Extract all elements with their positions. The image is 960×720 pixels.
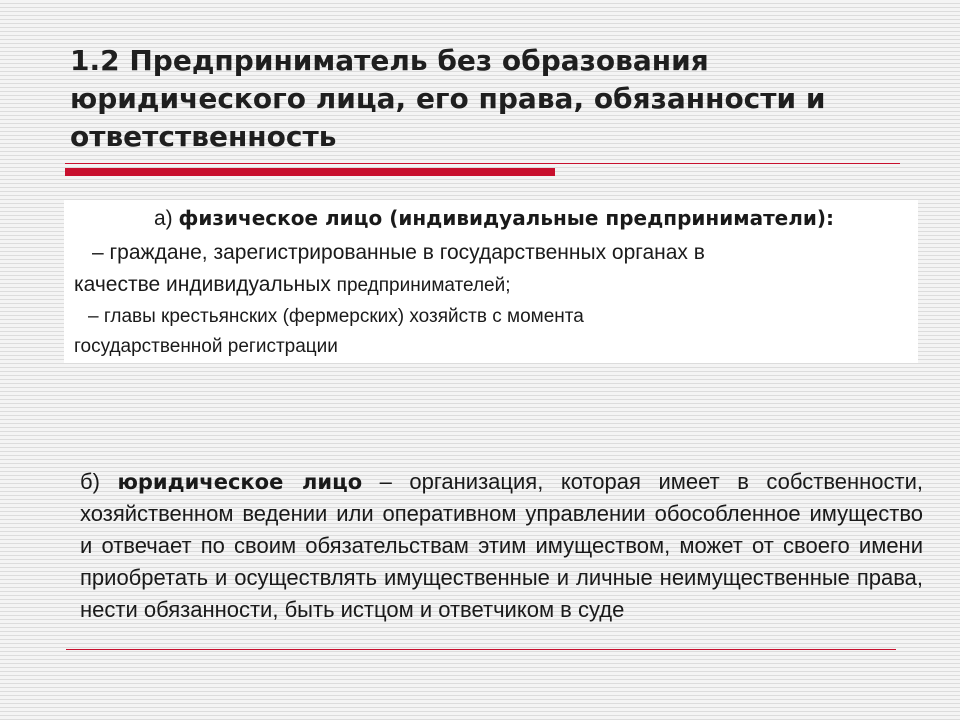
- block-a-term: физическое лицо (индивидуальные предприниматели):: [178, 206, 835, 230]
- block-a-item2-line1: – главы крестьянских (фермерских) хозяйств с момента: [88, 306, 584, 327]
- block-b-definition: – организация, которая имеет в собственности, хозяйственном ведении или оперативном управлении обособленное имущество и отвечает по своим обязательствам этим имуществом, может от своего имени приобретать и осуществлять имущественные и личные неимущественные права, нести обязанности, быть истцом и ответчиком в суде: [80, 469, 923, 622]
- block-a-item2-line2: государственной регистрации: [74, 336, 338, 357]
- block-a-item1-part3: предпринимателей;: [336, 275, 511, 296]
- block-b-term: юридическое лицо: [117, 470, 363, 494]
- title-accent-bar: [65, 168, 555, 176]
- legal-entity-block: [80, 466, 923, 626]
- block-b-prefix: б): [80, 469, 118, 494]
- block-a-prefix: а): [154, 207, 179, 230]
- block-a-item1-line2: [74, 273, 511, 297]
- block-a-heading: [154, 206, 834, 231]
- individual-entrepreneur-block: [64, 200, 918, 363]
- block-a-item1-line1: – граждане, зарегистрированные в государственных органах в: [92, 241, 705, 264]
- legal-entity-definition: [80, 466, 923, 626]
- block-a-item1-part2: качестве индивидуальных: [74, 273, 337, 296]
- title-underline: [65, 163, 900, 164]
- bottom-red-rule: [66, 649, 896, 650]
- slide-title: 1.2 Предприниматель без образования юридического лица, его права, обязанности и ответственность: [70, 44, 826, 153]
